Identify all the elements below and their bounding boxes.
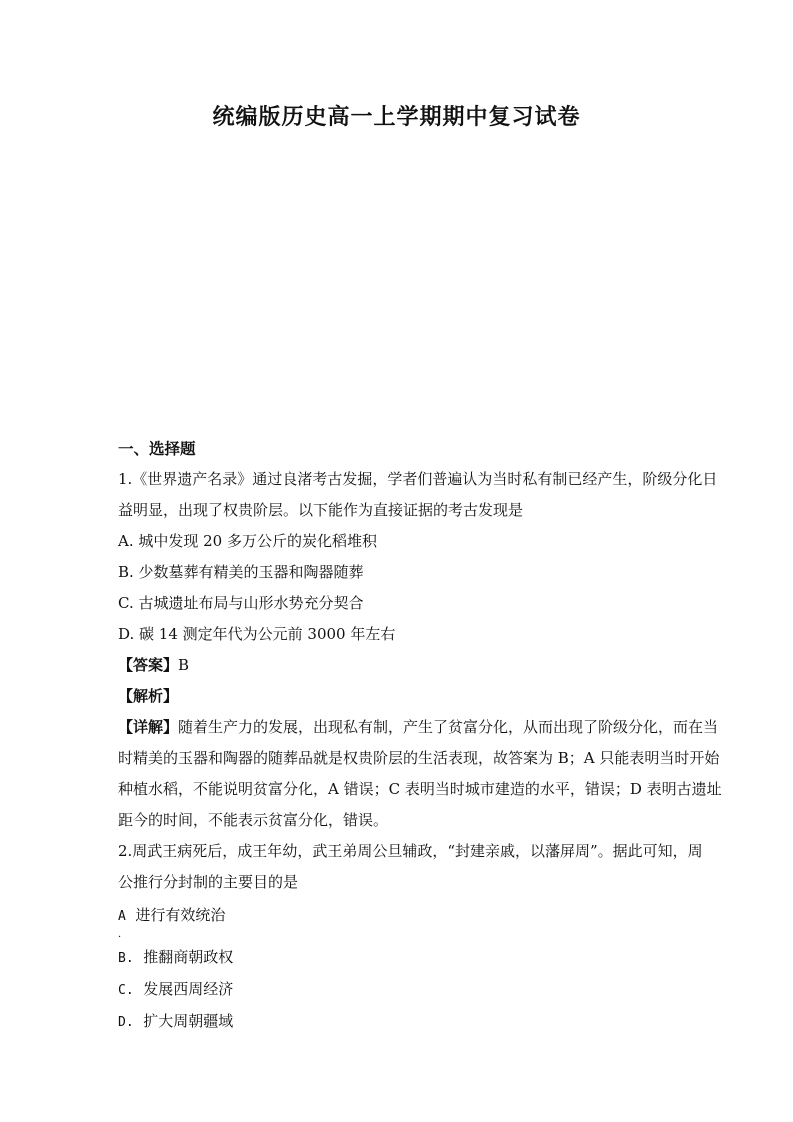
detail-line-4: 距今的时间，不能表示贫富分化，错误。 <box>118 811 389 829</box>
option-b-text: 推翻商朝政权 <box>143 948 234 966</box>
option-b-label: B. <box>118 951 134 966</box>
option-a-label: A <box>118 909 126 924</box>
question-1 <box>118 464 722 836</box>
option-d-text: 扩大周朝疆域 <box>143 1012 234 1030</box>
question-2-option-d <box>118 1006 678 1038</box>
option-a-mark: ． <box>118 929 128 940</box>
detail-line-3: 种植水稻，不能说明贫富分化，A 错误；C 表明当时城市建造的水平，错误；D 表明古遗址 <box>118 780 722 798</box>
question-2 <box>118 836 703 1038</box>
option-c-label: C. <box>118 983 134 998</box>
answer-line <box>118 650 678 681</box>
detail-line-1 <box>118 712 719 743</box>
option-c-text: 发展西周经济 <box>143 980 234 998</box>
question-2-stem-line-2: 公推行分封制的主要目的是 <box>118 873 299 891</box>
option-a-text: 进行有效统治 <box>135 906 226 924</box>
detail-line-2: 时精美的玉器和陶器的随葬品就是权贵阶层的生活表现，故答案为 B；A 只能表明当时开始 <box>118 749 720 767</box>
question-2-stem-line-1: 2.周武王病死后，成王年幼，武王弟周公旦辅政，“封建亲戚，以藩屏周”。据此可知，周 <box>118 842 703 860</box>
question-2-option-c <box>118 974 678 1006</box>
question-2-option-a <box>118 902 678 930</box>
answer-value: B <box>178 656 190 674</box>
section-heading: 一、选择题 <box>118 439 196 458</box>
page-title: 统编版历史高一上学期期中复习试卷 <box>212 104 581 130</box>
question-1-option-b: B. 少数墓葬有精美的玉器和陶器随葬 <box>118 563 364 581</box>
document-body <box>118 433 722 1038</box>
analysis-tag: 【解析】 <box>118 687 179 705</box>
detail-text-1: 随着生产力的发展，出现私有制，产生了贫富分化，从而出现了阶级分化，而在当 <box>178 718 719 736</box>
question-1-option-c: C. 古城遗址布局与山形水势充分契合 <box>118 594 364 612</box>
question-2-option-b <box>118 942 678 974</box>
question-1-stem-line-1: 1.《世界遗产名录》通过良渚考古发掘，学者们普遍认为当时私有制已经产生，阶级分化日 <box>118 470 718 488</box>
option-d-label: D. <box>118 1015 134 1030</box>
question-1-stem-line-2: 益明显，出现了权贵阶层。以下能作为直接证据的考古发现是 <box>118 501 524 519</box>
detail-tag: 【详解】 <box>118 718 179 736</box>
question-1-option-d: D. 碳 14 测定年代为公元前 3000 年左右 <box>118 625 396 643</box>
answer-tag: 【答案】 <box>118 656 179 674</box>
question-1-option-a: A. 城中发现 20 多万公斤的炭化稻堆积 <box>118 532 377 550</box>
